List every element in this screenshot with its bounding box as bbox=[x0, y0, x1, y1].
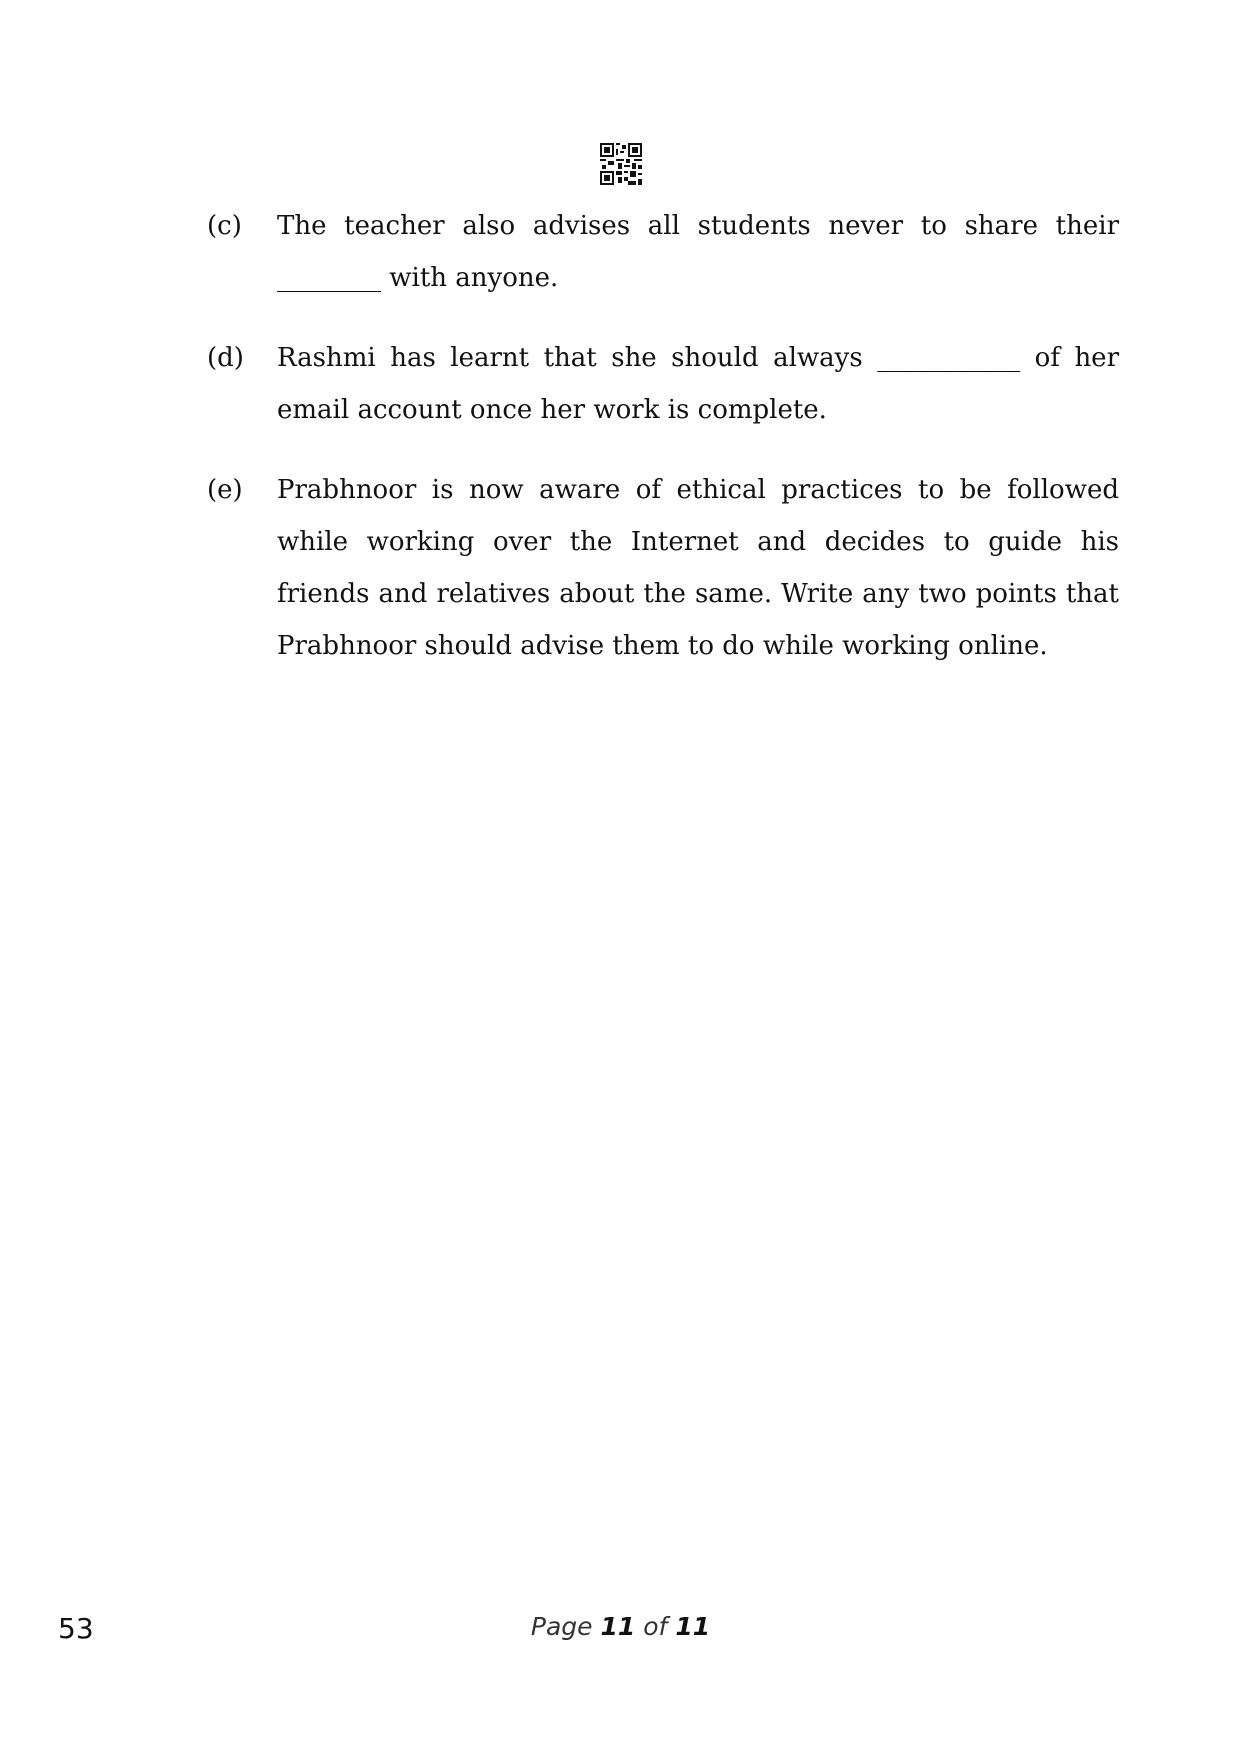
question-label: (e) bbox=[207, 475, 243, 505]
question-line: The teacher also advises all students never to share their bbox=[277, 211, 1119, 241]
question-line: Rashmi has learnt that she should always ___________ of her bbox=[277, 343, 1119, 373]
page-number bbox=[0, 1612, 1241, 1641]
question-line: while working over the Internet and decides to guide his bbox=[277, 527, 1119, 557]
question-text bbox=[277, 464, 1119, 672]
question-line: ________ with anyone. bbox=[277, 263, 559, 293]
question-label: (d) bbox=[207, 343, 244, 373]
qr-code-icon bbox=[600, 143, 642, 185]
question-text bbox=[277, 200, 1119, 304]
paper-code: 53 bbox=[58, 1612, 94, 1645]
page-of: of bbox=[643, 1612, 668, 1641]
question-line: email account once her work is complete. bbox=[277, 395, 827, 425]
question-line: Prabhnoor should advise them to do while working online. bbox=[277, 631, 1048, 661]
page-total: 11 bbox=[675, 1612, 711, 1641]
page-prefix: Page bbox=[530, 1612, 593, 1641]
question-e bbox=[207, 464, 1119, 672]
question-line: friends and relatives about the same. Write any two points that bbox=[277, 579, 1119, 609]
question-text bbox=[277, 332, 1119, 436]
question-label: (c) bbox=[207, 211, 242, 241]
question-d bbox=[207, 332, 1119, 436]
page-current: 11 bbox=[600, 1612, 636, 1641]
question-line: Prabhnoor is now aware of ethical practices to be followed bbox=[277, 475, 1119, 505]
question-c bbox=[207, 200, 1119, 304]
question-list bbox=[207, 200, 1119, 700]
